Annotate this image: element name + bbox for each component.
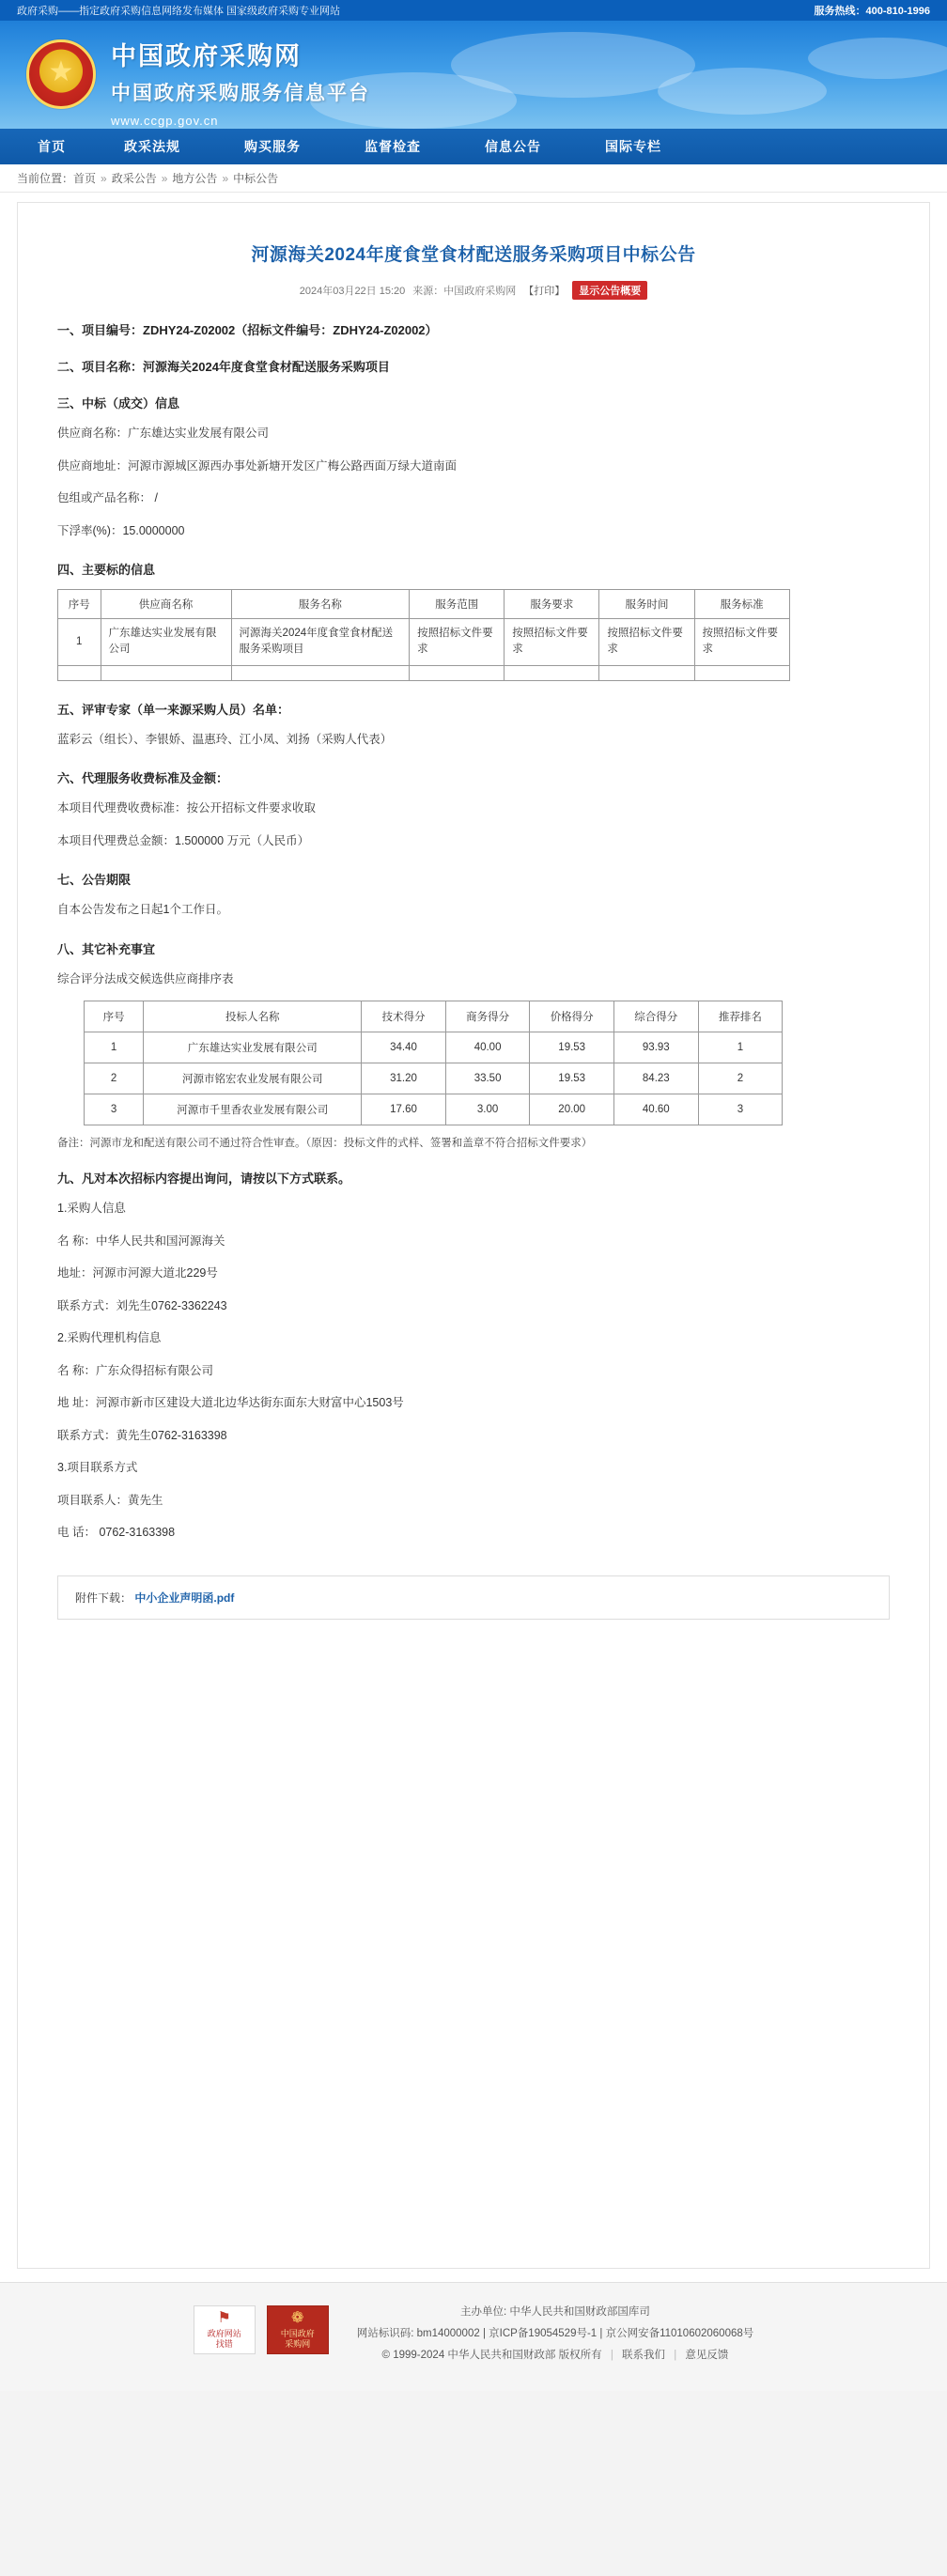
purchaser-name: 名 称：中华人民共和国河源海关 [57,1234,225,1248]
attachment-box [57,1575,890,1620]
cell-price: 20.00 [530,1094,614,1125]
cell-scope: 按照招标文件要求 [410,619,505,666]
agency-address: 地 址：河源市新市区建设大道北边华达街东面东大财富中心1503号 [57,1396,404,1409]
main-nav[interactable] [0,129,947,164]
breadcrumb-separator: » [101,171,107,185]
cell-tech: 17.60 [362,1094,446,1125]
breadcrumb-item-local[interactable]: 地方公告 [172,172,218,185]
project-contact-title: 3.项目联系方式 [57,1461,138,1474]
supplier-address: 供应商地址：河源市源城区源西办事处新塘开发区广梅公路西面万绿大道南面 [57,458,458,473]
project-contact-person: 项目联系人：黄先生 [57,1493,163,1507]
discount-rate: 下浮率(%)：15.0000000 [57,523,185,537]
ranking-table [84,1001,783,1125]
col-tech-score: 技术得分 [362,1001,446,1032]
footer-badges [194,2302,329,2354]
footer-feedback-link[interactable]: 意见反馈 [685,2350,729,2361]
gov-site-report-badge[interactable] [194,2305,256,2354]
publish-date: 2024年03月22日 15:20 [299,286,406,297]
cell-empty [410,665,505,680]
section-1-heading: 一、项目编号：ZDHY24-Z02002（招标文件编号：ZDHY24-Z02002） [57,323,438,337]
cell-empty [58,665,101,680]
cell-empty [599,665,694,680]
project-contact-phone: 电 话： 0762-3163398 [57,1526,176,1539]
purchaser-title: 1.采购人信息 [57,1202,126,1215]
col-rank: 推荐排名 [698,1001,783,1032]
table-row [85,1032,783,1063]
table-header-row [58,590,790,619]
emblem-icon: ❁ [291,2309,304,2326]
cell-supplier: 广东雄达实业发展有限公司 [101,619,231,666]
section-2-heading: 二、项目名称：河源海关2024年度食堂食材配送服务采购项目 [57,360,390,374]
supplier-name: 供应商名称：广东雄达实业发展有限公司 [57,427,270,440]
col-service-name: 服务名称 [231,590,410,619]
section-3-heading: 三、中标（成交）信息 [57,396,180,411]
col-price-score: 价格得分 [530,1001,614,1032]
main-items-table [57,589,790,681]
footer-icp: 网站标识码: bm14000002 | 京ICP备19054529号-1 | 京公网安备11010602060068号 [356,2328,754,2339]
table-row [85,1094,783,1125]
cell-bidder: 河源市千里香农业发展有限公司 [144,1094,362,1125]
badge2-line2: 采购网 [285,2339,311,2350]
site-subtitle: 中国政府采购服务信息平台 [111,82,370,104]
cell-rank: 1 [698,1032,783,1063]
banner-text [111,36,370,128]
section-6-heading: 六、代理服务收费标准及金额： [57,771,229,785]
nav-supervision[interactable]: 监督检查 [365,139,421,154]
badge1-line2: 找错 [215,2339,233,2350]
col-service-time: 服务时间 [599,590,694,619]
announcement-card [17,202,930,2269]
ranking-remark: 备注：河源市龙和配送有限公司不通过符合性审查。（原因：投标文件的式样、签署和盖章不符合招标文件要求） [57,1138,593,1149]
agency-title: 2.采购代理机构信息 [57,1331,162,1344]
col-service-standard: 服务标准 [694,590,789,619]
ccgp-badge[interactable] [267,2305,329,2354]
cell-bidder: 广东雄达实业发展有限公司 [144,1032,362,1063]
table-row [85,1063,783,1094]
footer-separator: | [674,2350,677,2361]
cloud-decoration [658,68,827,115]
nav-purchase-service[interactable]: 购买服务 [244,139,301,154]
cell-total: 40.60 [614,1094,699,1125]
cell-rank: 3 [698,1094,783,1125]
cell-require: 按照招标文件要求 [505,619,599,666]
cell-no: 2 [85,1063,144,1094]
breadcrumb [0,164,947,193]
col-service-require: 服务要求 [505,590,599,619]
cell-no: 1 [58,619,101,666]
section-5-heading: 五、评审专家（单一来源采购人员）名单： [57,702,290,717]
attachment-link[interactable]: 中小企业声明函.pdf [134,1591,235,1605]
flag-icon: ⚑ [217,2309,231,2326]
announcement-period: 自本公告发布之日起1个工作日。 [57,903,228,916]
cell-standard: 按照招标文件要求 [694,619,789,666]
site-banner [0,21,947,129]
attachment-label: 附件下载： [75,1591,132,1605]
fee-standard: 本项目代理费收费标准：按公开招标文件要求收取 [57,801,317,815]
purchaser-contact: 联系方式：刘先生0762-3362243 [57,1298,227,1312]
page-title: 河源海关2024年度食堂食材配送服务采购项目中标公告 [251,245,696,265]
footer-text [357,2302,754,2367]
summary-badge[interactable]: 显示公告概要 [572,281,647,300]
cell-business: 3.00 [445,1094,530,1125]
cell-empty [505,665,599,680]
agency-name: 名 称：广东众得招标有限公司 [57,1363,213,1377]
nav-international[interactable]: 国际专栏 [605,139,661,154]
national-emblem-icon [26,39,96,109]
footer-copyright: © 1999-2024 中华人民共和国财政部 版权所有 [381,2350,602,2361]
table-header-row [85,1001,783,1032]
top-bar-slogan: 政府采购——指定政府采购信息网络发布媒体 国家级政府采购专业网站 [17,6,341,17]
top-bar [0,0,947,21]
cell-empty [101,665,231,680]
cell-price: 19.53 [530,1032,614,1063]
table-row [58,619,790,666]
badge1-line1: 政府网站 [207,2328,241,2338]
cell-empty [694,665,789,680]
breadcrumb-prefix: 当前位置： [17,172,74,185]
cell-tech: 31.20 [362,1063,446,1094]
expert-list: 蓝彩云（组长）、李银娇、温惠玲、江小凤、刘扬（采购人代表） [57,732,393,746]
col-bidder: 投标人名称 [144,1001,362,1032]
footer-separator: | [610,2350,613,2361]
col-no: 序号 [58,590,101,619]
breadcrumb-item-home[interactable]: 首页 [73,172,97,185]
cell-service: 河源海关2024年度食堂食材配送服务采购项目 [231,619,410,666]
source-label: 来源：中国政府采购网 [412,286,517,297]
document-meta [57,281,890,300]
section-9-heading: 九、凡对本次招标内容提出询问，请按以下方式联系。 [57,1172,351,1186]
cell-no: 1 [85,1032,144,1063]
cell-time: 按照招标文件要求 [599,619,694,666]
cloud-decoration [808,38,947,79]
col-service-scope: 服务范围 [410,590,505,619]
nav-home[interactable]: 首页 [38,139,66,154]
footer-host: 主办单位: 中华人民共和国财政部国库司 [460,2306,650,2318]
cell-bidder: 河源市铭宏农业发展有限公司 [144,1063,362,1094]
breadcrumb-item-award[interactable]: 中标公告 [233,172,279,185]
cell-total: 93.93 [614,1032,699,1063]
print-button[interactable]: 【打印】 [523,286,566,297]
breadcrumb-separator: » [161,171,168,185]
breadcrumb-item-notices[interactable]: 政采公告 [111,172,157,185]
breadcrumb-separator: » [222,171,229,185]
top-bar-hotline: 服务热线：400-810-1996 [814,6,930,17]
cell-empty [231,665,410,680]
cell-rank: 2 [698,1063,783,1094]
site-title: 中国政府采购网 [111,42,302,71]
site-url: www.ccgp.gov.cn [111,114,219,128]
col-supplier: 供应商名称 [101,590,231,619]
col-total-score: 综合得分 [614,1001,699,1032]
col-no: 序号 [85,1001,144,1032]
cell-business: 40.00 [445,1032,530,1063]
cell-price: 19.53 [530,1063,614,1094]
cell-tech: 34.40 [362,1032,446,1063]
badge2-line1: 中国政府 [280,2328,315,2338]
cell-total: 84.23 [614,1063,699,1094]
nav-announcements[interactable]: 信息公告 [485,139,541,154]
fee-total: 本项目代理费总金额：1.500000 万元（人民币） [57,833,310,847]
purchaser-address: 地址：河源市河源大道北229号 [57,1266,218,1280]
footer-bottom-row [357,2345,754,2367]
section-4-heading: 四、主要标的信息 [57,563,156,577]
footer-contact-link[interactable]: 联系我们 [622,2350,666,2361]
col-business-score: 商务得分 [445,1001,530,1032]
section-7-heading: 七、公告期限 [57,873,132,887]
cell-no: 3 [85,1094,144,1125]
table-row-empty [58,665,790,680]
package-name: 包组或产品名称： / [57,491,158,504]
section-8-heading: 八、其它补充事宜 [57,941,156,956]
ranking-caption: 综合评分法成交候选供应商排序表 [57,971,234,985]
site-footer [0,2282,947,2391]
nav-regulations[interactable]: 政采法规 [124,139,180,154]
cell-business: 33.50 [445,1063,530,1094]
agency-contact: 联系方式：黄先生0762-3163398 [57,1428,227,1442]
